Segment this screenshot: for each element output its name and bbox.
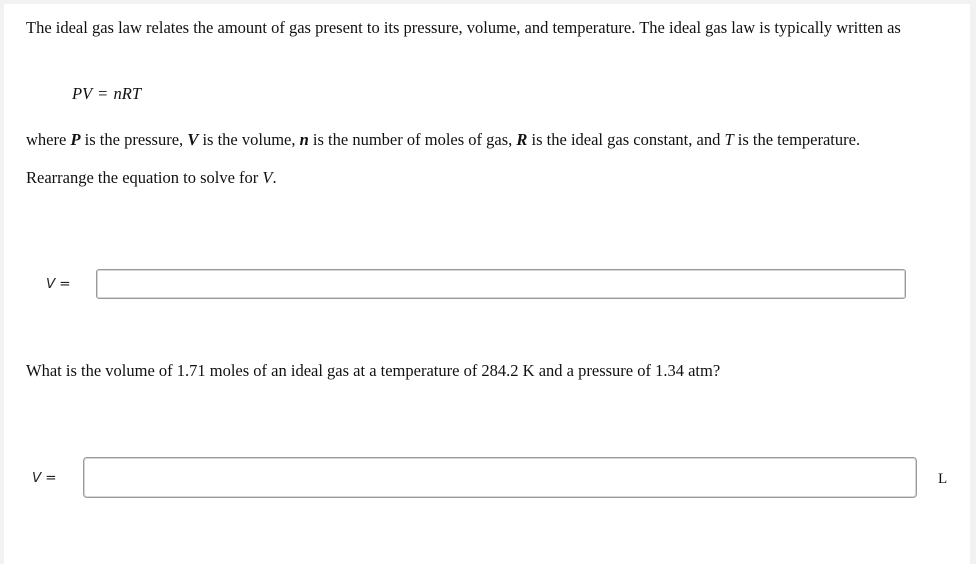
rearrange-end: . [272,168,277,187]
where-text-1: where [26,130,71,149]
where-text-2: is the pressure, [80,130,188,149]
unit-label: L [938,471,948,487]
answer2-equals: = [45,470,57,486]
intro-text: The ideal gas law relates the amount of gas present to its pressure, volume, and temperature. The ideal gas law is typically written as [26,18,901,37]
equation-lhs: PV [72,84,93,103]
answer1-label [46,276,71,292]
volume-answer-input[interactable] [83,457,917,498]
var-r: R [516,130,528,149]
var-p: P [70,130,81,149]
var-n: n [299,130,309,149]
equation-rhs: nRT [113,84,141,103]
answer2-var: V [32,470,42,486]
var-t: T [724,130,734,149]
var-v: V [187,130,199,149]
rearrange-text: Rearrange the equation to solve for [26,168,263,187]
answer1-var: V [46,276,56,292]
rearrange-var: V [262,168,273,187]
expression-answer-input[interactable] [96,269,906,299]
equation-equals: = [98,84,108,103]
where-text-3: is the volume, [198,130,300,149]
volume-question: What is the volume of 1.71 moles of an ideal gas at a temperature of 284.2 K and a pressure of 1.34 atm? [26,361,721,380]
where-text-4: is the number of moles of gas, [308,130,517,149]
where-text-6: is the temperature. [733,130,861,149]
rearrange-prompt [26,168,277,188]
where-text-5: is the ideal gas constant, and [527,130,725,149]
ideal-gas-equation [72,84,141,104]
answer2-label [32,470,57,486]
variable-definitions [26,130,860,150]
answer1-equals: = [59,276,71,292]
question-card [4,4,970,564]
